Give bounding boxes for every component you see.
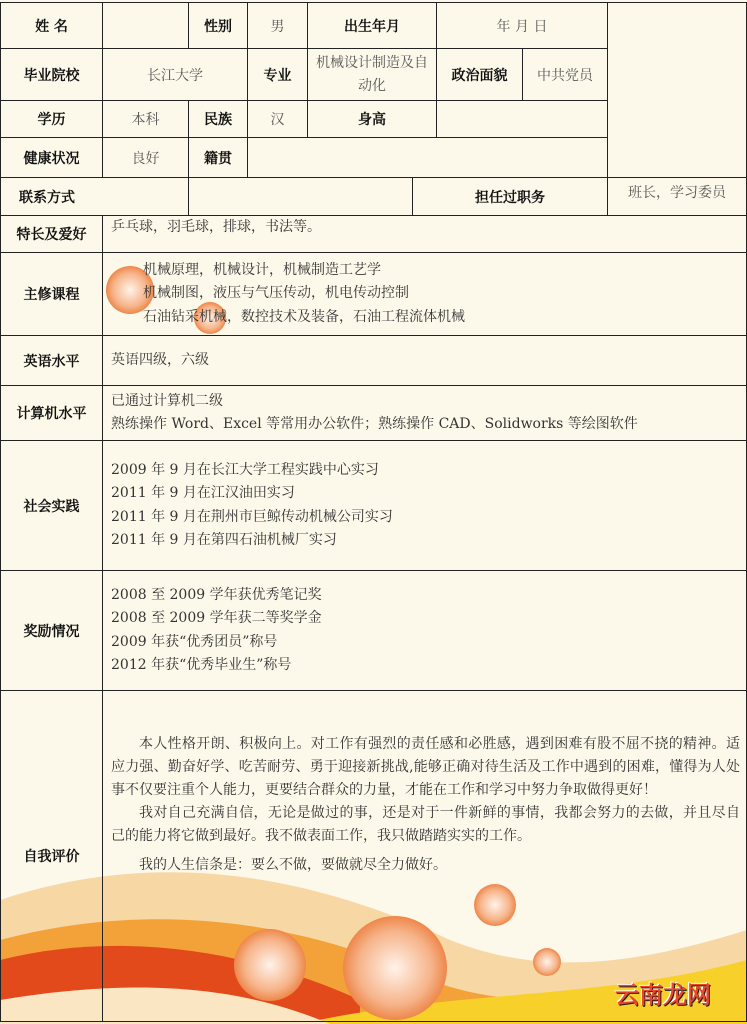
position-value[interactable]: 班长，学习委员 (608, 178, 747, 216)
health-value[interactable]: 良好 (103, 138, 189, 178)
paragraph: 我对自己充满自信，无论是做过的事，还是对于一件新鲜的事情，我都会努力的去做，并且尽自己的能力将它做到最好。我不做表面工作，我只做踏踏实实的工作。 (111, 805, 740, 844)
political-value[interactable]: 中共党员 (523, 49, 608, 101)
major-value[interactable]: 机械设计制造及自动化 (308, 49, 437, 101)
list-item: 机械原理，机械设计，机械制造工艺学 (143, 261, 381, 278)
hobby-label: 特长及爱好 (1, 216, 103, 253)
list-item: 乒乓球，羽毛球，排球，书法等。 (111, 219, 321, 235)
education-label: 学历 (1, 101, 103, 138)
native-value[interactable] (248, 138, 608, 178)
native-label: 籍贯 (189, 138, 248, 178)
birth-label: 出生年月 (308, 3, 437, 49)
list-item: 2011 年 9 月在江汉油田实习 (111, 485, 295, 501)
name-value[interactable] (103, 3, 189, 49)
paragraph: 本人性格开朗、积极向上。对工作有强烈的责任感和必胜感，遇到困难有股不屈不挠的精神。适应力强、勤奋好学、吃苦耐劳、勇于迎接新挑战,能够正确对待生活及工作中遇到的困难，懂得为人处事不仅要注重个人能力，更要结合群众的力量，才能在工作和学习中努力争取做得更好！ (111, 736, 740, 798)
courses-value (103, 253, 747, 336)
political-label: 政治面貌 (437, 49, 523, 101)
resume-table (0, 2, 747, 1022)
self-eval-label: 自我评价 (1, 691, 103, 1022)
height-label: 身高 (308, 101, 437, 138)
photo-area (608, 3, 747, 178)
gender-label: 性别 (189, 3, 248, 49)
position-label: 担任过职务 (413, 178, 608, 216)
paragraph: 我的人生信条是：要么不做，要做就尽全力做好。 (139, 857, 447, 873)
ethnicity-label: 民族 (189, 101, 248, 138)
list-item: 石油钻采机械，数控技术及装备，石油工程流体机械 (143, 308, 465, 325)
list-item: 英语四级，六级 (111, 351, 209, 368)
health-label: 健康状况 (1, 138, 103, 178)
ethnicity-value[interactable]: 汉 (248, 101, 308, 138)
list-item: 2008 至 2009 学年获优秀笔记奖 (111, 586, 322, 603)
list-item: 2012 年获“优秀毕业生”称号 (111, 657, 292, 673)
contact-label: 联系方式 (1, 178, 189, 216)
computer-label: 计算机水平 (1, 386, 103, 441)
awards-value (103, 571, 747, 691)
watermark-logo: 云南龙网 (615, 981, 711, 1009)
list-item: 2011 年 9 月在荆州市巨鲸传动机械公司实习 (111, 508, 393, 525)
education-value[interactable]: 本科 (103, 101, 189, 138)
list-item: 2009 年 9 月在长江大学工程实践中心实习 (111, 461, 379, 478)
practice-label: 社会实践 (1, 441, 103, 571)
school-label: 毕业院校 (1, 49, 103, 101)
name-label: 姓 名 (1, 3, 103, 49)
height-value[interactable] (437, 101, 608, 138)
list-item: 熟练操作 Word、Excel 等常用办公软件；熟练操作 CAD、Solidworks 等绘图软件 (111, 416, 638, 432)
list-item: 已通过计算机二级 (111, 392, 223, 409)
major-label: 专业 (248, 49, 308, 101)
self-eval-value (103, 691, 747, 1022)
school-value[interactable]: 长江大学 (103, 49, 248, 101)
computer-value (103, 386, 747, 441)
list-item: 2011 年 9 月在第四石油机械厂实习 (111, 532, 337, 548)
courses-label: 主修课程 (1, 253, 103, 336)
list-item: 2009 年获“优秀团员”称号 (111, 633, 278, 650)
list-item: 机械制图，液压与气压传动，机电传动控制 (143, 285, 409, 302)
hobby-value (103, 216, 747, 253)
awards-label: 奖励情况 (1, 571, 103, 691)
english-label: 英语水平 (1, 336, 103, 386)
list-item: 2008 至 2009 学年获二等奖学金 (111, 610, 322, 626)
birth-value[interactable]: 年 月 日 (437, 3, 608, 49)
english-value (103, 336, 747, 386)
contact-value[interactable] (189, 178, 413, 216)
gender-value[interactable]: 男 (248, 3, 308, 49)
practice-value (103, 441, 747, 571)
